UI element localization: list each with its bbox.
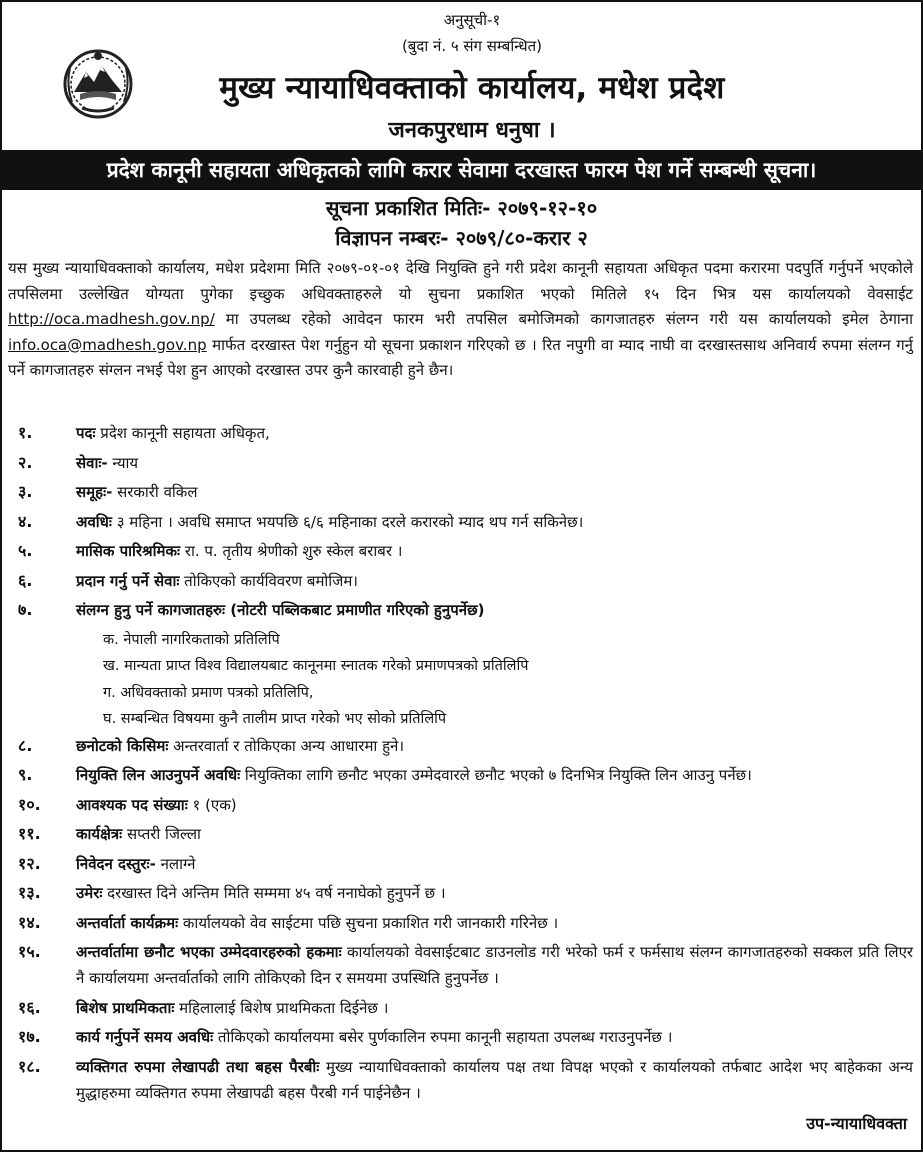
- office-address: जनकपुरधाम धनुषा ।: [388, 118, 556, 143]
- item-text: तोकिएको कार्यविवरण बमोजिम।: [179, 571, 358, 590]
- item-number: ४.: [18, 511, 33, 531]
- list-item: [18, 450, 913, 476]
- item-text: नलाग्ने: [155, 854, 196, 873]
- advertisement-number: विज्ञापन नम्बरः- २०७९/८०-करार २: [335, 226, 588, 250]
- item-label: मासिक पारिश्रमिकः: [76, 542, 181, 560]
- list-item: [18, 509, 913, 535]
- list-item: [18, 851, 913, 877]
- annex-reference: (बुदा नं. ५ संग सम्बन्धित): [401, 37, 543, 55]
- office-title: मुख्य न्यायाधिवक्ताको कार्यालय, मधेश प्रदेश: [219, 70, 725, 106]
- list-item: [18, 568, 913, 594]
- item-body: [76, 733, 913, 759]
- item-body: [76, 1024, 913, 1050]
- item-body: [76, 509, 913, 535]
- item-number: १०.: [18, 794, 41, 814]
- list-item: [18, 597, 913, 623]
- intro-text-2: मा उपलब्ध रहेको आवेदन फारम भरी तपसिल बमोजिमको कागजातहरु संलग्न गरी यस कार्यालयको इमेल ठेगाना: [214, 310, 913, 328]
- list-item: [18, 420, 913, 446]
- item-number: १३.: [18, 883, 41, 902]
- item-number: ११.: [18, 824, 41, 843]
- item-body: [76, 1054, 913, 1106]
- list-item: [18, 792, 913, 818]
- list-item: [18, 538, 913, 564]
- item-label: उमेरः: [76, 884, 103, 902]
- item-text: ३ महिना । अवधि समाप्त भयपछि ६/६ महिनाका दरले करारको म्याद थप गर्न सकिनेछ।: [111, 512, 584, 531]
- item-body: [76, 939, 913, 991]
- item-label: अवधिः: [76, 512, 112, 531]
- item-number: ३.: [18, 482, 33, 501]
- item-number: ६.: [18, 570, 33, 590]
- document-item: घ. सम्बन्धित विषयमा कुनै तालीम प्राप्त गरेको भए सोको प्रतिलिपि: [103, 711, 447, 727]
- item-body: [76, 851, 913, 877]
- list-item: [18, 733, 913, 759]
- item-text: कार्यालयको वेव साईटमा पछि सुचना प्रकाशित गरी जानकारी गरिनेछ ।: [178, 913, 559, 932]
- item-number: १६.: [18, 997, 41, 1017]
- list-item: [18, 762, 913, 788]
- website-link[interactable]: http://oca.madhesh.gov.np/: [8, 310, 215, 328]
- item-text: दरखास्त दिने अन्तिम मिति सम्ममा ४५ वर्ष ननाघेको हुनुपर्ने छ ।: [102, 884, 446, 902]
- item-body: [76, 538, 913, 564]
- item-text: सप्तरी जिल्ला: [122, 825, 201, 843]
- item-label: अन्तर्वार्ता कार्यक्रमः: [76, 913, 179, 932]
- item-body: [76, 995, 913, 1021]
- item-label: व्यक्तिगत रुपमा लेखापढी तथा बहस पैरबीः: [76, 1057, 320, 1076]
- item-label: निवेदन दस्तुरः-: [76, 854, 156, 873]
- item-label: प्रदान गर्नु पर्ने सेवाः: [76, 571, 180, 590]
- item-label: कार्य गर्नुपर्ने समय अवधिः: [76, 1028, 214, 1046]
- intro-text-1: यस मुख्य न्यायाधिवक्ताको कार्यालय, मधेश प्रदेशमा मिति २०७९-०१-०१ देखि नियुक्ति हुने गरी प्रदेश कानूनी सहायता अधिकृत पदमा करारमा पदपुर्ति गर्नुपर्ने भएकोले तपसिलमा उल्लेखित योग्यता पुगेका इच्छुक अधिवक्ताहरुले यो सुचना प्रकाशित भएको मितिले १५ दिन भित्र यस कार्यालयको वेवसाईट: [8, 259, 913, 303]
- item-text: रा. प. तृतीय श्रेणीको शुरु स्केल बराबर ।: [180, 542, 403, 560]
- item-label: पदः: [76, 424, 96, 442]
- nepal-emblem-icon: [60, 48, 136, 120]
- item-number: १.: [18, 423, 33, 442]
- item-text: मुख्य न्यायाधिवक्ताको कार्यालय पक्ष तथा विपक्ष भएको र कार्यालयको तर्फबाट आदेश भए बाहेकका अन्य मुद्धाहरुमा व्यक्तिगत रुपमा लेखापढी बहस पैरबी गर्न पाईनेछैन ।: [76, 1057, 913, 1102]
- annex-label: अनुसूची-१: [443, 11, 501, 29]
- item-label: आवश्यक पद संख्याः: [76, 795, 188, 814]
- item-number: १२.: [18, 853, 41, 873]
- intro-paragraph: [8, 256, 913, 384]
- item-body: [76, 821, 913, 847]
- document-item: ख. मान्यता प्राप्त विश्व विद्यालयबाट कानूनमा स्नातक गरेको प्रमाणपत्रको प्रतिलिपि: [103, 658, 529, 674]
- item-number: ५.: [18, 541, 33, 560]
- item-text: प्रदेश कानूनी सहायता अधिकृत,: [95, 424, 270, 442]
- email-link[interactable]: info.oca@madhesh.gov.np: [8, 335, 207, 354]
- list-item: [18, 1054, 913, 1106]
- item-text: कार्यालयको वेवसाईटबाट डाउनलोड गरी भरेको फर्म र फर्मसाथ संलग्न कागजातहरुको सक्कल प्रति लिएर नै कार्यालयमा अन्तर्वार्ताको लागि तोकिएको दिन र समयमा उपस्थिति हुनुपर्नेछ ।: [76, 943, 914, 987]
- item-number: १४.: [18, 912, 41, 932]
- item-body: [76, 597, 913, 623]
- list-item: [18, 995, 913, 1021]
- item-text: १ (एक): [187, 795, 237, 814]
- item-number: ७.: [18, 600, 33, 619]
- item-label: नियुक्ति लिन आउनुपर्ने अवधिः: [76, 766, 241, 784]
- required-documents: [18, 627, 913, 733]
- list-item: [18, 880, 913, 906]
- item-body: [76, 910, 913, 936]
- item-body: [76, 880, 913, 906]
- item-number: ९.: [18, 765, 33, 784]
- list-item: [18, 910, 913, 936]
- item-body: [76, 568, 913, 594]
- item-number: १५.: [18, 942, 41, 961]
- publish-date: सूचना प्रकाशित मितिः- २०७९-१२-१०: [325, 196, 598, 220]
- item-body: [76, 479, 913, 505]
- item-number: १७.: [18, 1027, 41, 1046]
- intro-text-3: मार्फत दरखास्त पेश गर्नुहुन यो सूचना प्रकाशन गरिएको छ । रित नपुगी वा म्याद नाघी वा दरखास्तसाथ अनिवार्य रुपमा संलग्न गर्नु पर्ने कागजातहरु संग्लन नभई पेश हुन आएको दरखास्त उपर कुनै कारवाही हुने छैन।: [8, 335, 913, 379]
- list-item: [18, 821, 913, 847]
- item-label: संलग्न हुनु पर्ने कागजातहरुः (नोटरी पब्लिकबाट प्रमाणीत गरिएको हुनुपर्नेछ): [76, 601, 485, 619]
- item-number: २.: [18, 452, 33, 472]
- item-text: महिलालाई बिशेष प्राथमिकता दिईनेछ ।: [174, 998, 389, 1017]
- item-label: समूहः-: [76, 483, 113, 501]
- item-number: १८.: [18, 1056, 41, 1076]
- item-label: कार्यक्षेत्रः: [76, 825, 123, 843]
- document-item: ग. अधिवक्ताको प्रमाण पत्रको प्रतिलिपि,: [103, 684, 314, 701]
- item-body: [76, 762, 913, 788]
- item-body: [76, 792, 913, 818]
- item-body: [76, 450, 913, 476]
- item-text: तोकिएको कार्यालयमा बसेर पुर्णकालिन रुपमा कानूनी सहायता उपलब्ध गराउनुपर्नेछ ।: [213, 1028, 673, 1046]
- document-item: क. नेपाली नागरिकताको प्रतिलिपि: [103, 631, 280, 648]
- item-text: सरकारी वकिल: [112, 483, 198, 501]
- signature-title: उप-न्यायाधिवक्ता: [806, 1114, 907, 1133]
- list-item: [18, 1024, 913, 1050]
- list-item: [18, 479, 913, 505]
- item-text: अन्तरवार्ता र तोकिएका अन्य आधारमा हुने।: [168, 736, 405, 755]
- item-label: अन्तर्वार्तामा छनौट भएका उम्मेदवारहरुको हकमाः: [76, 943, 342, 961]
- item-label: बिशेष प्राथमिकताः: [76, 998, 175, 1017]
- item-text: न्याय: [107, 453, 139, 472]
- item-number: ८.: [18, 735, 33, 755]
- requirements-list: [18, 420, 913, 1109]
- item-body: [76, 420, 913, 446]
- list-item: [18, 939, 913, 991]
- item-label: सेवाः-: [76, 453, 108, 472]
- item-label: छनोटको किसिमः: [76, 736, 169, 755]
- item-text: नियुक्तिका लागि छनौट भएका उम्मेदवारले छनौट भएको ७ दिनभित्र नियुक्ति लिन आउनु पर्नेछ।: [240, 766, 752, 784]
- notice-banner: प्रदेश कानूनी सहायता अधिकृतको लागि करार सेवामा दरखास्त फारम पेश गर्ने सम्बन्धी सूचना।: [2, 150, 921, 190]
